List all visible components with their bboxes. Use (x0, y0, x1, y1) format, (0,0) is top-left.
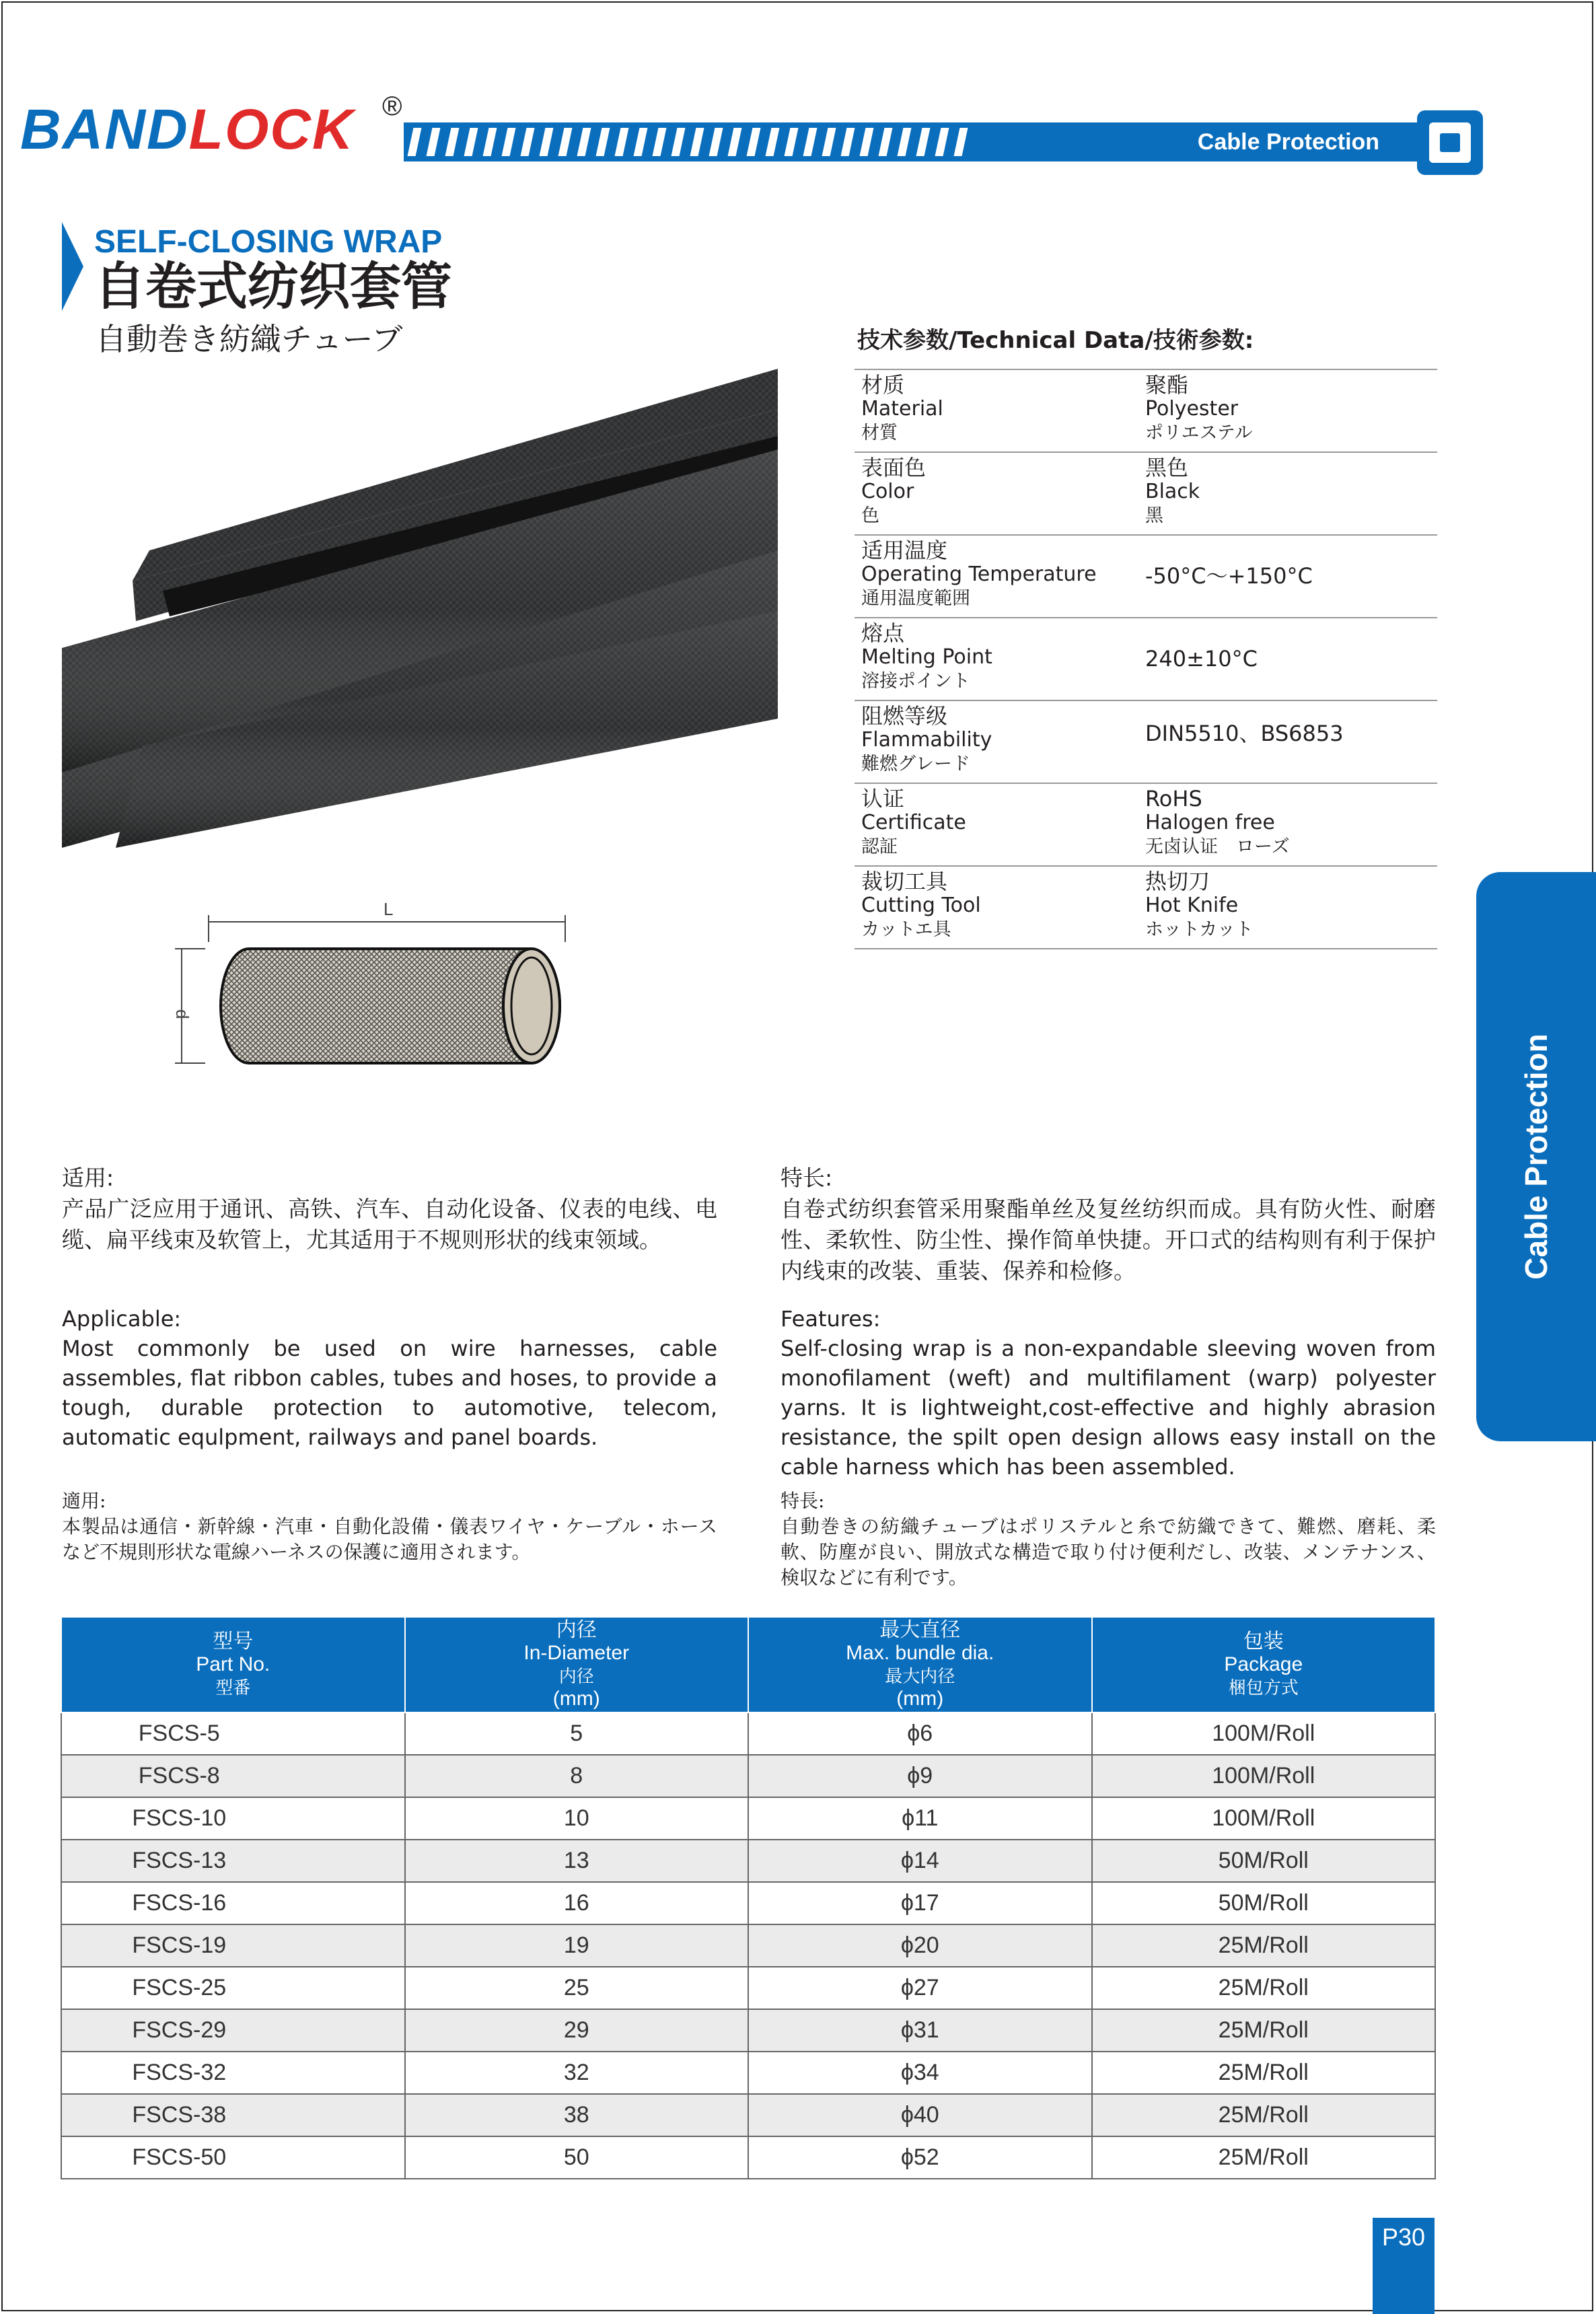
col-max-bundle: 最大直径 Max. bundle dia. 最大内径 (mm) (748, 1617, 1092, 1712)
applicable-jp-heading: 適用: (62, 1490, 106, 1512)
features-cn-text: 自卷式纺织套管采用聚酯单丝及复丝纺织而成。具有防火性、耐磨性、柔软性、防尘性、操作简单快捷。开口式的结构则有利于保护内线束的改装、重装、保养和检修。 (781, 1196, 1436, 1284)
dimension-diagram (161, 895, 579, 1083)
spec-table (61, 1616, 1436, 2179)
table-row: FSCS-19 19 ϕ20 25M/Roll (61, 1924, 1435, 1967)
table-row: FSCS-10 10 ϕ11 100M/Roll (61, 1797, 1435, 1840)
table-row: FSCS-8 8 ϕ9 100M/Roll (61, 1755, 1435, 1797)
tech-row-temperature: 适用温度 Operating Temperature 通用温度範囲 -50°C～+150°C (855, 534, 1437, 617)
table-row: FSCS-38 38 ϕ40 25M/Roll (61, 2094, 1435, 2136)
tech-row-melting-point: 熔点 Melting Point 溶接ポイント 240±10°C (855, 617, 1437, 700)
features-jp (781, 1488, 1436, 1591)
tech-data-heading: 技术参数/Technical Data/技術参数: (857, 327, 1254, 354)
product-photo (62, 369, 778, 848)
header-stripes (410, 128, 965, 156)
table-row: FSCS-32 32 ϕ34 25M/Roll (61, 2052, 1435, 2094)
applicable-en (62, 1304, 717, 1452)
col-in-diameter: 内径 In-Diameter 内径 (mm) (405, 1617, 749, 1712)
features-en (781, 1304, 1436, 1482)
table-row: FSCS-25 25 ϕ27 25M/Roll (61, 1967, 1435, 2009)
brand-logo-lock: LOCK (188, 98, 355, 161)
applicable-cn-text: 产品广泛应用于通讯、高铁、汽车、自动化设备、仪表的电线、电缆、扁平线束及软管上，尤其适用于不规则形状的线束领域。 (62, 1196, 717, 1253)
tech-row-cutting-tool: 裁切工具 Cutting Tool カットエ具 热切刀 Hot Knife ホットカット (855, 865, 1437, 949)
features-jp-heading: 特長: (781, 1490, 825, 1512)
title-japanese: 自動巻き紡織チューブ (96, 321, 403, 357)
title-english: SELF-CLOSING WRAP (94, 224, 443, 260)
header-section-label: Cable Protection (1197, 129, 1380, 155)
spec-table-header (61, 1617, 1435, 1712)
brand-logo-band: BAND (20, 98, 189, 161)
tech-row-certificate: 认证 Certificate 認証 RoHS Halogen free 无卤认证 ローズ (855, 783, 1437, 865)
title-chinese: 自卷式纺织套管 (94, 256, 452, 316)
features-cn-heading: 特长: (781, 1165, 833, 1191)
registered-mark: ® (382, 92, 404, 121)
header-square-icon (1417, 110, 1483, 175)
tech-row-color: 表面色 Color 色 黑色 Black 黑 (855, 451, 1437, 534)
length-label: L (384, 899, 394, 919)
features-en-heading: Features: (781, 1306, 881, 1332)
features-jp-text: 自動巻きの紡織チューブはポリステルと糸で紡織できて、難燃、磨耗、柔軟、防塵が良い、開放式な構造で取り付け便利だし、改装、メンテナンス、検収などに有利です。 (781, 1515, 1436, 1589)
table-row: FSCS-50 50 ϕ52 25M/Roll (61, 2136, 1435, 2179)
tech-data-table (855, 369, 1437, 949)
table-row: FSCS-13 13 ϕ14 50M/Roll (61, 1840, 1435, 1882)
tech-row-flammability: 阻燃等级 Flammability 難燃グレード DIN5510、BS6853 (855, 700, 1437, 783)
brand-logo (20, 92, 404, 161)
applicable-en-heading: Applicable: (62, 1306, 182, 1332)
applicable-jp (62, 1488, 717, 1565)
features-en-text: Self-closing wrap is a non-expandable sleeving woven from monofilament (weft) and multifilament (warp) polyester yarns. It is lightweight,cost-effective and highly abrasion resistance, the spilt open design allows easy install on the cable harness which has been assembled. (781, 1336, 1436, 1480)
applicable-cn-heading: 适用: (62, 1165, 114, 1191)
tech-row-material: 材质 Material 材質 聚酯 Polyester ポリエステル (855, 369, 1437, 451)
applicable-jp-text: 本製品は通信・新幹線・汽車・自動化設備・儀表ワイヤ・ケーブル・ホースなど不規則形状な電線ハーネスの保護に適用されます。 (62, 1515, 717, 1563)
features-cn (781, 1163, 1436, 1287)
side-section-tab-label: Cable Protection (1519, 1034, 1554, 1280)
col-package: 包装 Package 梱包方式 (1092, 1617, 1436, 1712)
applicable-en-text: Most commonly be used on wire harnesses, cable assembles, flat ribbon cables, tubes and hoses, to provide a tough, durable protection to automotive, telecom, automatic equlpment, railways and panel boards. (62, 1336, 717, 1450)
col-part-no: 型号 Part No. 型番 (61, 1617, 405, 1712)
title-marker-icon (62, 222, 83, 311)
table-row: FSCS-5 5 ϕ6 100M/Roll (61, 1712, 1435, 1755)
table-row: FSCS-29 29 ϕ31 25M/Roll (61, 2009, 1435, 2052)
diameter-label: d (172, 1009, 192, 1019)
table-row: FSCS-16 16 ϕ17 50M/Roll (61, 1882, 1435, 1924)
applicable-cn (62, 1163, 717, 1256)
page-number: P30 (1373, 2218, 1435, 2314)
